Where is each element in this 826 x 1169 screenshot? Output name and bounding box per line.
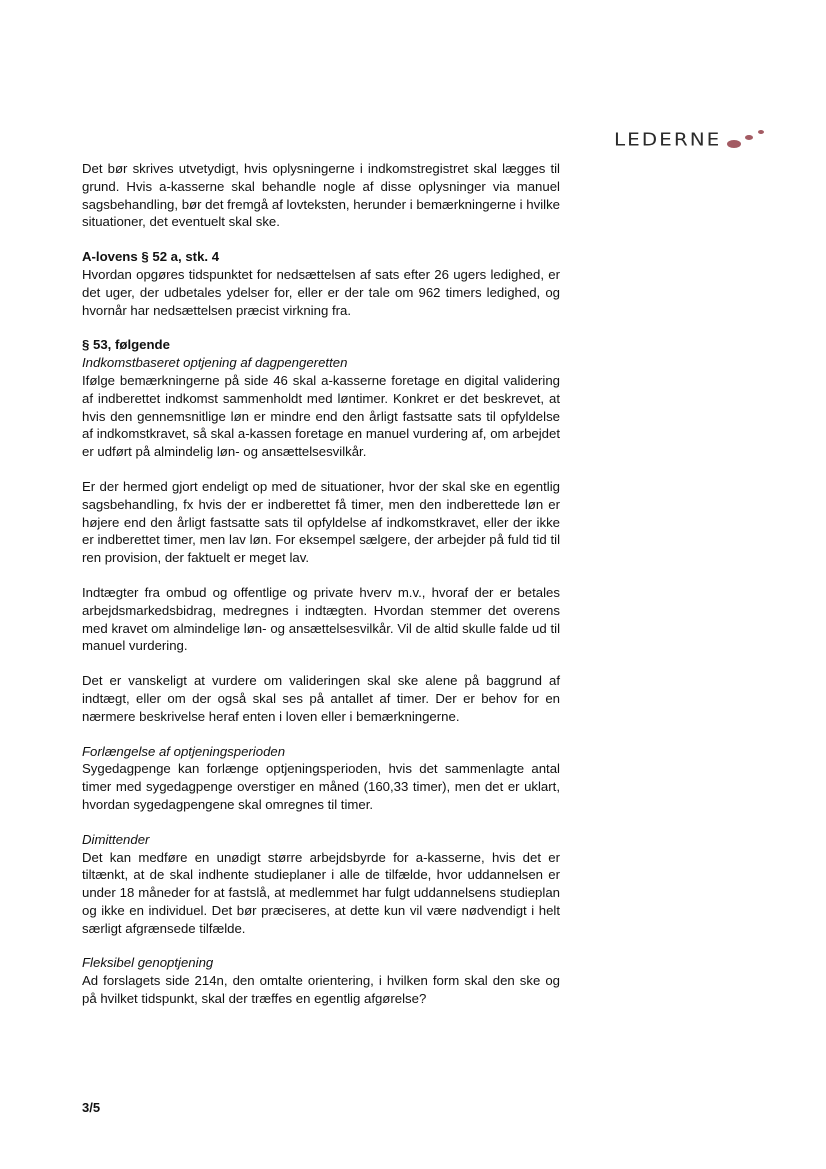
paragraph-text: Indtægter fra ombud og offentlige og private hverv m.v., hvoraf der er betales arbejdsmarkedsbidrag, medregnes i indtægten. Hvordan stemmer det overens med kravet om almindelige løn- og ansættelsesvilkår. Vil de altid skulle falde ud til manuel vurdering. [82,584,560,654]
paragraph-text: Ifølge bemærkningerne på side 46 skal a-kasserne foretage en digital validering af indberettet indkomst sammenholdt med løntimer. Konkret er det beskrevet, at hvis den gennemsnitlige løn er mindre end den årligt fastsatte sats til opfyldelse af indkomstkravet, så skal a-kassen foretage en manuel vurdering af, om arbejdet er udført på almindelig løn- og ansættelsesvilkår. [82,372,560,460]
section-subheading: Indkomstbaseret optjening af dagpengeretten [82,355,348,371]
paragraph-1 [82,160,560,231]
paragraph-9 [82,954,560,1007]
document-body [82,160,560,1025]
section-subheading: Fleksibel genoptjening [82,955,214,971]
paragraph-7 [82,743,560,814]
paragraph-text: Det er vanskeligt at vurdere om valideringen skal ske alene på baggrund af indtægt, eller om der også skal ses på antallet af timer. Der er behov for en nærmere beskrivelse heraf enten i loven eller i bemærkningerne. [82,673,560,724]
paragraph-4 [82,478,560,567]
logo-dots-icon [725,127,777,151]
section-heading: § 53, følgende [82,337,170,353]
paragraph-6 [82,672,560,725]
paragraph-text: Det kan medføre en unødigt større arbejdsbyrde for a-kasserne, hvis det er tiltænkt, at de skal indhente studieplaner i alle de tilfælde, hvor uddannelsen er under 18 måneder for at fastslå, at medlemmet har fulgt uddannelsens studieplan og ikke en individuel. Det bør præciseres, at dette kun vil være nødvendigt i helt særligt afgrænsede tilfælde. [82,849,560,936]
paragraph-text: Ad forslagets side 214n, den omtalte orientering, i hvilken form skal den ske og på hvilket tidspunkt, skal der træffes en egentlig afgørelse? [82,973,560,1007]
section-subheading: Forlængelse af optjeningsperioden [82,743,286,759]
paragraph-2 [82,248,560,319]
paragraph-3 [82,336,560,461]
paragraph-text: Det bør skrives utvetydigt, hvis oplysningerne i indkomstregistret skal lægges til grund. Hvis a-kasserne skal behandle nogle af disse oplysninger via manuel sagsbehandling, bør det fremgå af lovteksten, herunder i bemærkningerne i hvilke situationer, det eventuelt skal ske. [82,161,560,230]
lederne-logo [614,127,777,151]
paragraph-8 [82,831,560,938]
logo-text: LEDERNE [614,128,722,150]
section-subheading: Dimittender [82,831,150,847]
page-number: 3/5 [82,1100,101,1115]
paragraph-5 [82,584,560,655]
paragraph-text: Sygedagpenge kan forlænge optjeningsperioden, hvis det sammenlagte antal timer med sygedagpenge overstiger en måned (160,33 timer), men det er uklart, hvordan sygedagpengene skal omregnes til timer. [82,761,560,812]
paragraph-text: Hvordan opgøres tidspunktet for nedsættelsen af sats efter 26 ugers ledighed, er det uger, der udbetales ydelser for, eller er der tale om 962 timers ledighed, og hvornår har nedsættelsen præcist virkning fra. [82,266,560,318]
section-heading: A-lovens § 52 a, stk. 4 [82,249,220,265]
paragraph-text: Er der hermed gjort endeligt op med de situationer, hvor der skal ske en egentlig sagsbehandling, fx hvis der er indberettet få timer, men den indberettede løn er højere end den årligt fastsatte sats til opfyldelse af indkomstkravet, eller der ikke er indberettet timer, men lav løn. For eksempel sælgere, der arbejder på fuld tid til ren provision, der faktuelt er meget lav. [82,478,560,566]
